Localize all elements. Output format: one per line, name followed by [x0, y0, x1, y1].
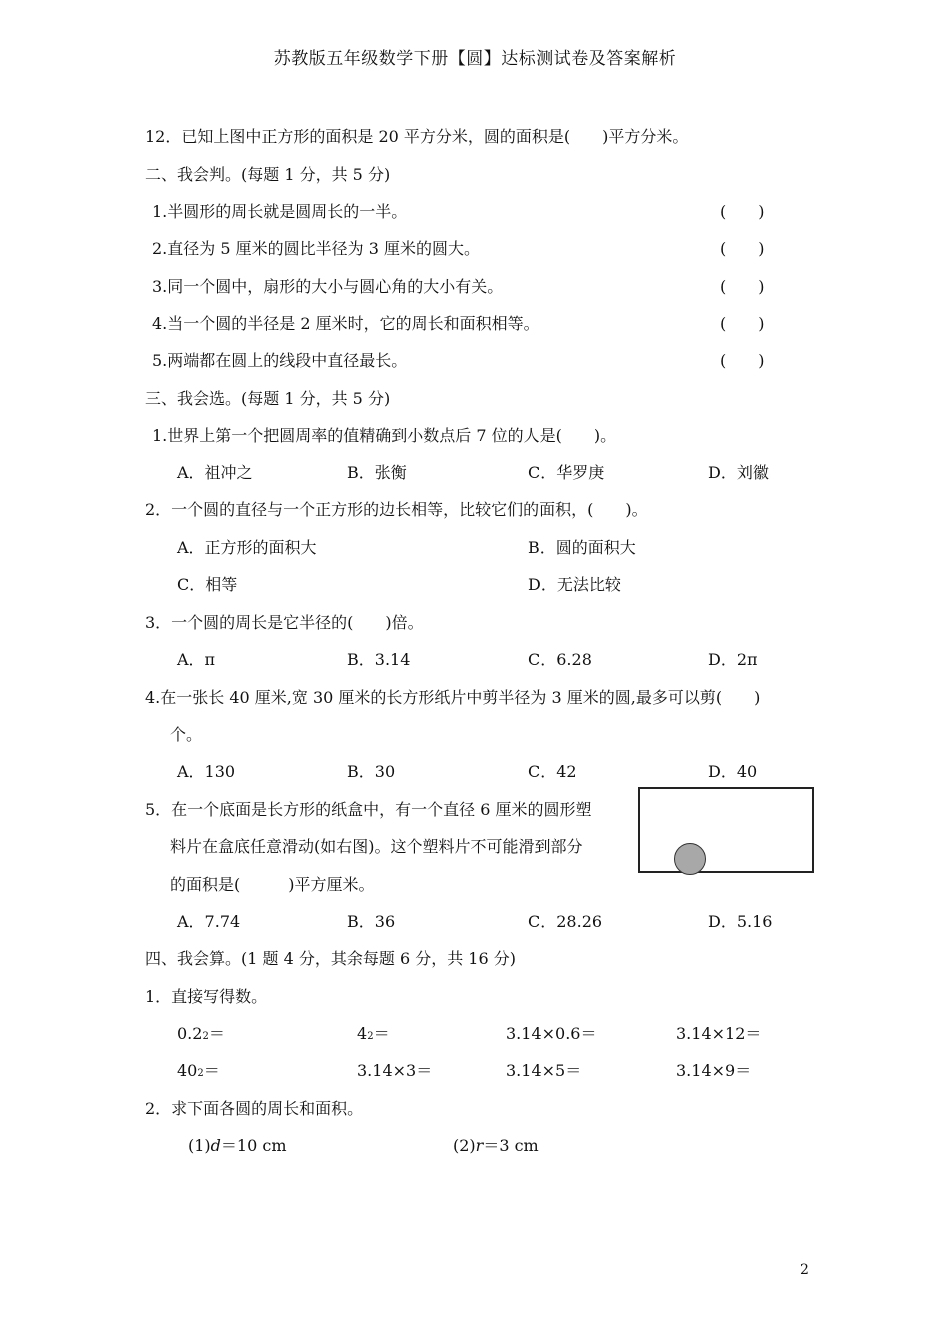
circle-part-1: (1)d＝10 cm — [188, 1136, 287, 1155]
calc-item: 3.14×3＝ — [357, 1061, 433, 1080]
question-12: 12．已知上图中正方形的面积是 20 平方分米，圆的面积是( )平方分米。 — [145, 127, 689, 146]
judge-item-2: 2.直径为 5 厘米的圆比半径为 3 厘米的圆大。 — [152, 239, 480, 258]
choice-q2-option-c[interactable]: C．相等 — [177, 575, 238, 594]
judge-item-1: 1.半圆形的周长就是圆周长的一半。 — [152, 202, 408, 221]
circle-part-2: (2)r＝3 cm — [453, 1136, 539, 1155]
judge-paren-1[interactable]: ( ) — [720, 202, 765, 221]
calc-q1: 1．直接写得数。 — [145, 987, 268, 1006]
choice-q4-line2: 个。 — [170, 725, 203, 744]
choice-q4-option-b[interactable]: B．30 — [347, 762, 396, 781]
calc-item: 3.14×0.6＝ — [506, 1024, 597, 1043]
choice-q4-option-c[interactable]: C．42 — [528, 762, 577, 781]
page-title: 苏教版五年级数学下册【圆】达标测试卷及答案解析 — [273, 49, 677, 69]
choice-q5-line1: 5．在一个底面是长方形的纸盒中，有一个直径 6 厘米的圆形塑 — [145, 800, 592, 819]
calc-q2: 2．求下面各圆的周长和面积。 — [145, 1099, 364, 1118]
judge-item-5: 5.两端都在圆上的线段中直径最长。 — [152, 351, 408, 370]
choice-q3-option-b[interactable]: B．3.14 — [347, 650, 411, 669]
section-2-heading: 二、我会判。(每题 1 分，共 5 分) — [145, 165, 391, 184]
choice-q2-option-b[interactable]: B．圆的面积大 — [528, 538, 636, 557]
choice-q3: 3．一个圆的周长是它半径的( )倍。 — [145, 613, 424, 632]
choice-q2-option-a[interactable]: A．正方形的面积大 — [177, 538, 317, 557]
calc-item: 3.14×9＝ — [676, 1061, 752, 1080]
section-3-heading: 三、我会选。(每题 1 分，共 5 分) — [145, 389, 391, 408]
choice-q4-line1: 4.在一张长 40 厘米,宽 30 厘米的长方形纸片中剪半径为 3 厘米的圆,最多可以剪( ) — [145, 688, 761, 707]
choice-q4-option-a[interactable]: A．130 — [177, 762, 236, 781]
choice-q1-option-b[interactable]: B．张衡 — [347, 463, 407, 482]
choice-q1-option-c[interactable]: C．华罗庚 — [528, 463, 605, 482]
choice-q3-option-c[interactable]: C．6.28 — [528, 650, 592, 669]
calc-item: 3.14×12＝ — [676, 1024, 762, 1043]
section-4-heading: 四、我会算。(1 题 4 分，其余每题 6 分，共 16 分) — [145, 949, 516, 968]
choice-q5-option-c[interactable]: C．28.26 — [528, 912, 603, 931]
calc-item: 3.14×5＝ — [506, 1061, 582, 1080]
judge-paren-2[interactable]: ( ) — [720, 239, 765, 258]
choice-q1-option-a[interactable]: A．祖冲之 — [177, 463, 253, 482]
calc-item: 402＝ — [177, 1061, 220, 1080]
paper-box-figure — [638, 787, 814, 873]
choice-q1: 1.世界上第一个把圆周率的值精确到小数点后 7 位的人是( )。 — [152, 426, 617, 445]
choice-q5-line2: 料片在盒底任意滑动(如右图)。这个塑料片不可能滑到部分 — [170, 837, 583, 856]
judge-item-4: 4.当一个圆的半径是 2 厘米时，它的周长和面积相等。 — [152, 314, 540, 333]
choice-q5-option-d[interactable]: D．5.16 — [708, 912, 773, 931]
choice-q4-option-d[interactable]: D．40 — [708, 762, 758, 781]
choice-q2-option-d[interactable]: D．无法比较 — [528, 575, 621, 594]
judge-paren-3[interactable]: ( ) — [720, 277, 765, 296]
choice-q3-option-a[interactable]: A．π — [177, 650, 216, 669]
choice-q5-option-b[interactable]: B．36 — [347, 912, 396, 931]
judge-paren-5[interactable]: ( ) — [720, 351, 765, 370]
page-number: 2 — [800, 1262, 809, 1278]
choice-q3-option-d[interactable]: D．2π — [708, 650, 758, 669]
calc-item: 0.22＝ — [177, 1024, 225, 1043]
judge-item-3: 3.同一个圆中，扇形的大小与圆心角的大小有关。 — [152, 277, 504, 296]
choice-q5-line3: 的面积是( )平方厘米。 — [170, 875, 375, 894]
calc-item: 42＝ — [357, 1024, 390, 1043]
choice-q1-option-d[interactable]: D．刘徽 — [708, 463, 769, 482]
choice-q2: 2．一个圆的直径与一个正方形的边长相等，比较它们的面积，( )。 — [145, 500, 648, 519]
plastic-disk-figure — [674, 843, 706, 875]
choice-q5-option-a[interactable]: A．7.74 — [177, 912, 241, 931]
judge-paren-4[interactable]: ( ) — [720, 314, 765, 333]
